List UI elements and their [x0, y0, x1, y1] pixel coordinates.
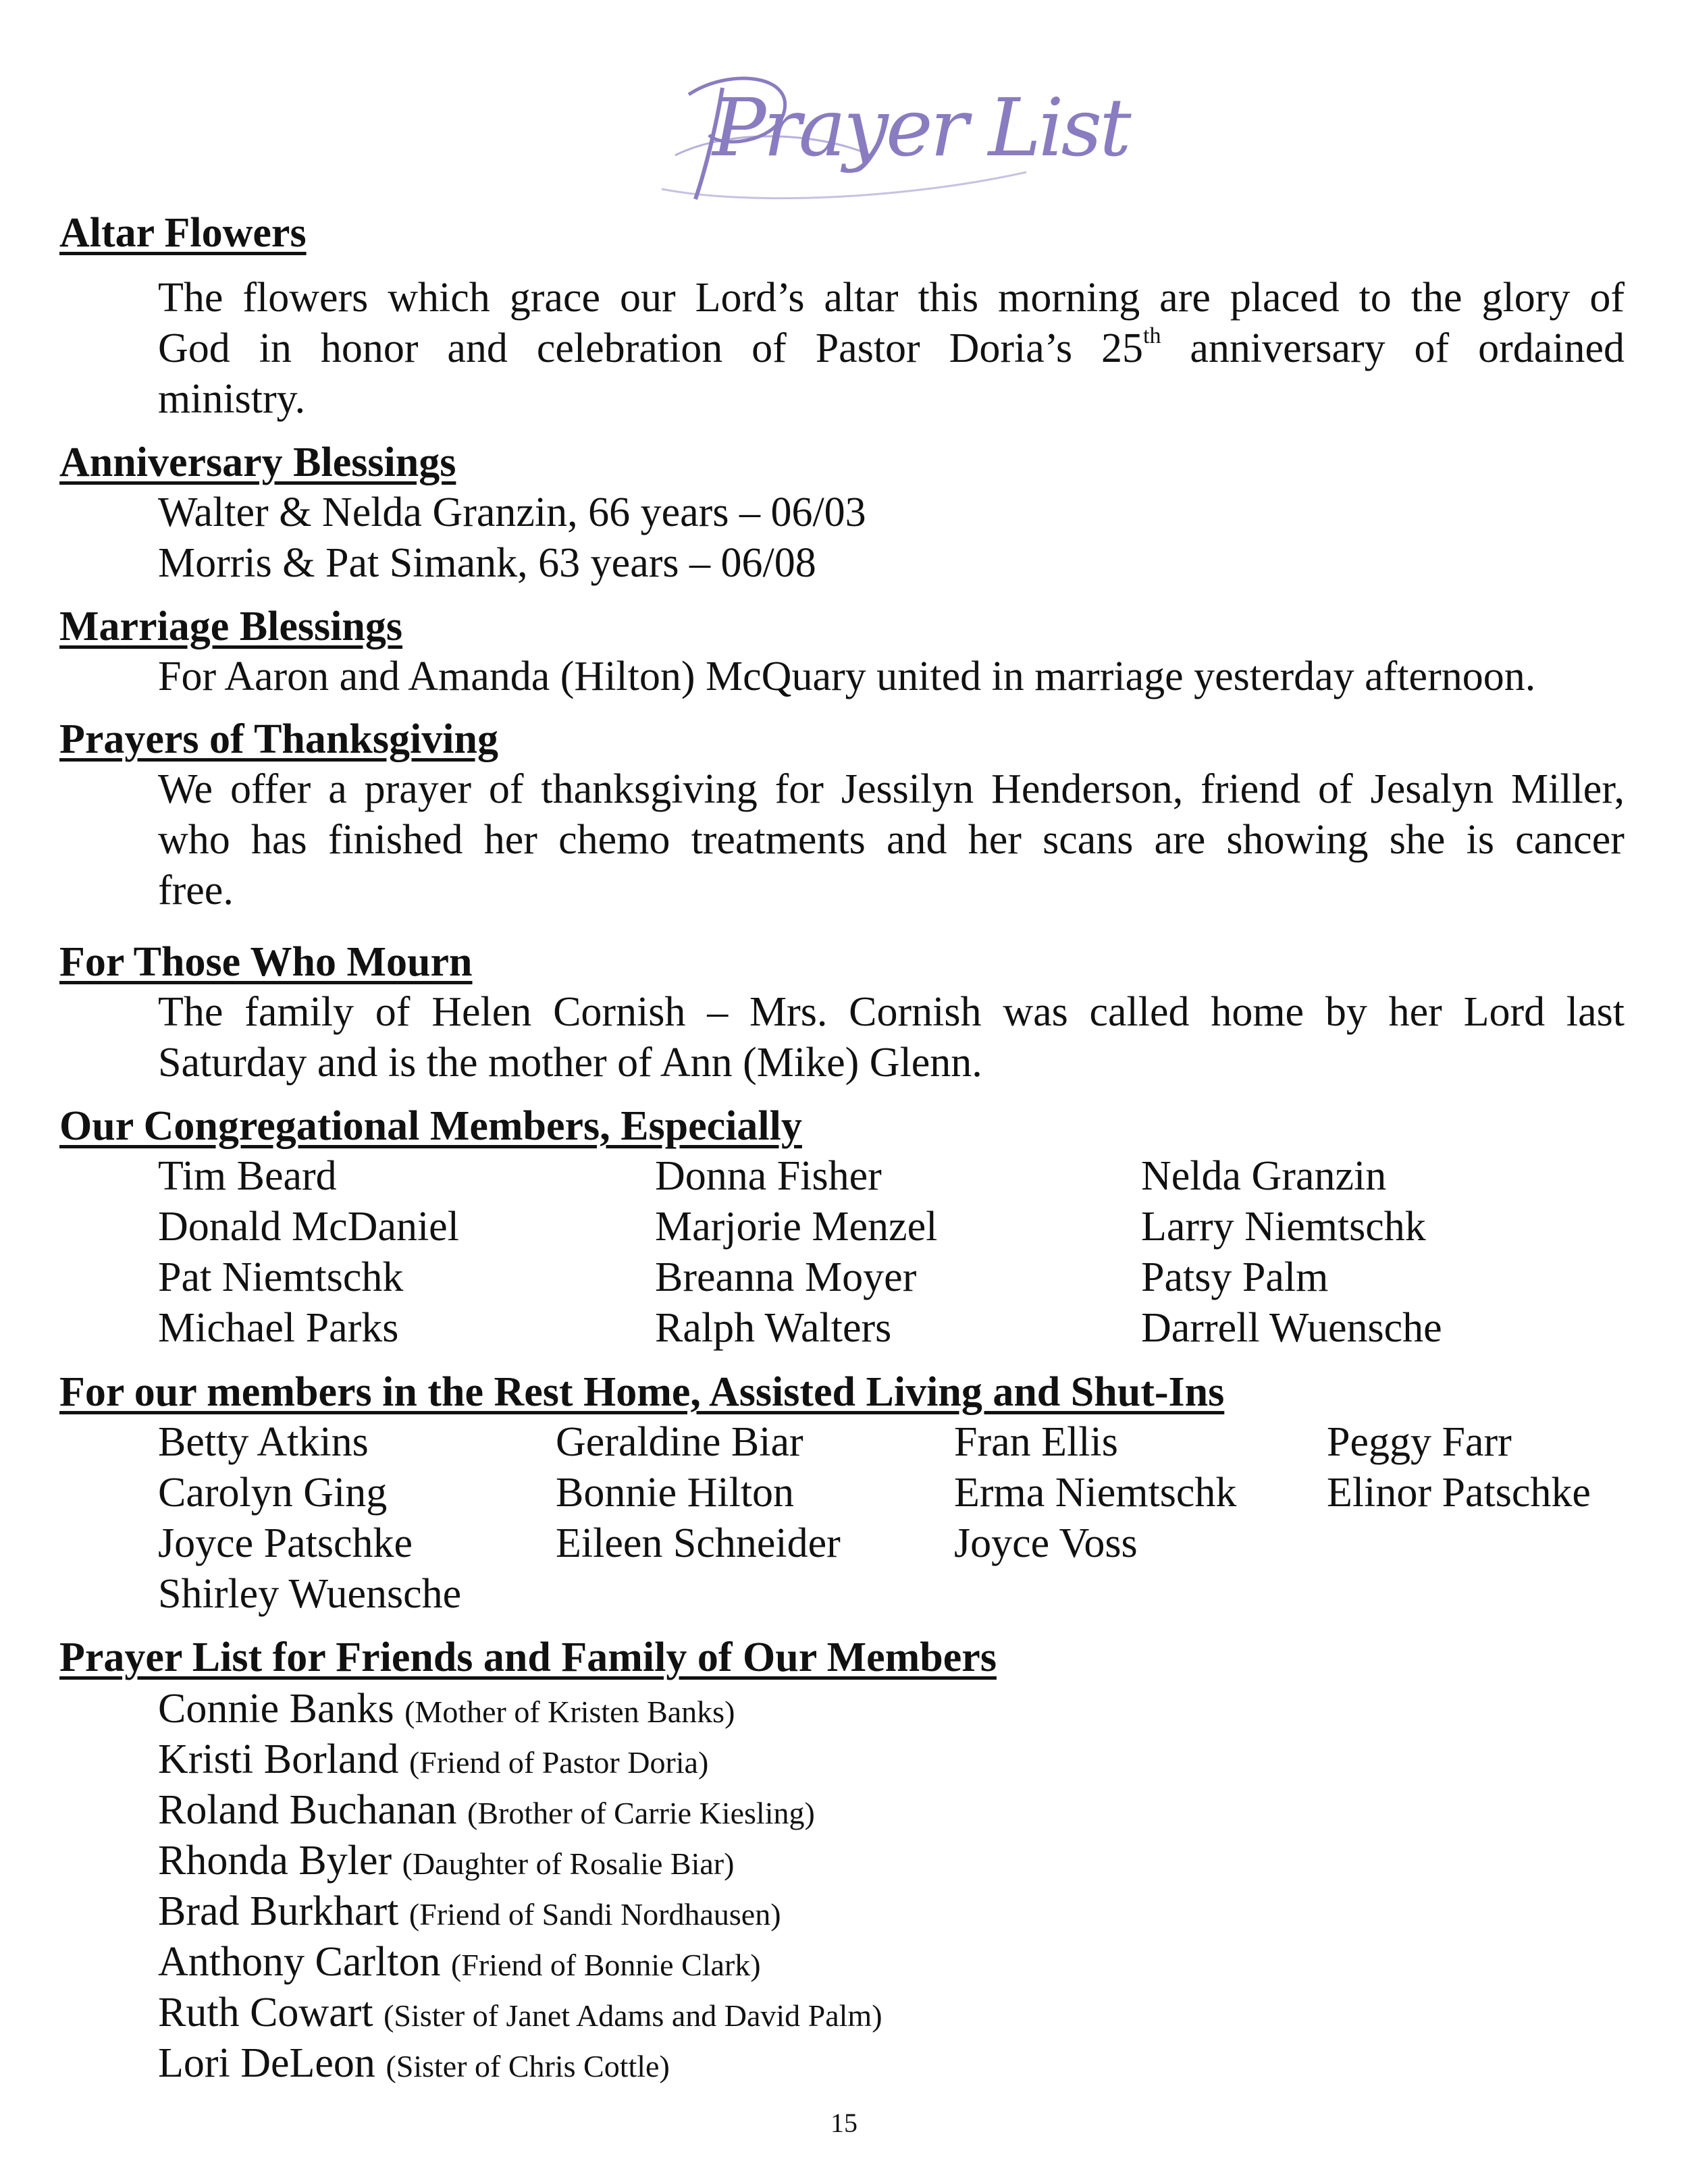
word: in: [259, 325, 292, 371]
ordinal-suffix: th: [1143, 323, 1161, 349]
member-name: Fran Ellis: [954, 1419, 1118, 1465]
friend-name: Lori DeLeon: [158, 2040, 386, 2086]
word: morning: [998, 275, 1140, 321]
heading-marriage-blessings: Marriage Blessings: [59, 604, 402, 649]
friend-name: Brad Burkhart: [158, 1888, 409, 1934]
thanksgiving-line-1: We offer a prayer of thanksgiving for Jessilyn Henderson, friend of Jesalyn Miller,: [158, 766, 1625, 812]
word: Doria’s: [949, 325, 1073, 371]
thanksgiving-text: [158, 764, 1625, 916]
altar-flowers-line-1: [158, 273, 1625, 323]
member-name: Nelda Granzin: [1141, 1153, 1387, 1199]
word: Lord’s: [695, 275, 805, 321]
word: cancer: [1515, 817, 1625, 863]
word: and: [447, 325, 508, 371]
member-name: Joyce Patschke: [158, 1520, 413, 1566]
word: our: [619, 275, 676, 321]
friend-relation: (Friend of Bonnie Clark): [450, 1948, 761, 1982]
word: Pastor: [815, 325, 920, 371]
word: –: [707, 989, 729, 1035]
mourn-line-1: [158, 987, 1625, 1038]
member-name: Pat Niemtschk: [158, 1254, 404, 1300]
word: placed: [1230, 275, 1340, 321]
thanksgiving-line-2: [158, 815, 1625, 865]
word: glory: [1481, 275, 1571, 321]
friend-relation: (Brother of Carrie Kiesling): [467, 1796, 815, 1830]
word: of: [751, 325, 787, 371]
word: the: [1410, 275, 1462, 321]
friend-name: Ruth Cowart: [158, 1990, 384, 2035]
word: of: [375, 989, 411, 1035]
member-name: Joyce Voss: [954, 1520, 1138, 1566]
heading-friends-and-family: Prayer List for Friends and Family of Our Members: [59, 1634, 997, 1680]
member-name: Michael Parks: [158, 1305, 399, 1351]
word: altar: [824, 275, 899, 321]
word: to: [1359, 275, 1392, 321]
word: her: [968, 817, 1022, 863]
member-name: Shirley Wuensche: [158, 1571, 462, 1617]
member-name: Patsy Palm: [1141, 1254, 1329, 1300]
word: celebration: [536, 325, 723, 371]
heading-for-those-who-mourn: For Those Who Mourn: [59, 939, 473, 985]
word: scans: [1043, 817, 1134, 863]
member-name: Bonnie Hilton: [556, 1470, 795, 1516]
member-name: Darrell Wuensche: [1141, 1305, 1442, 1351]
friend-relation: (Daughter of Rosalie Biar): [402, 1846, 735, 1881]
word: showing: [1226, 817, 1369, 863]
word: and: [886, 817, 947, 863]
word: honor: [320, 325, 419, 371]
word: was: [1003, 989, 1068, 1035]
word: of: [1414, 325, 1450, 371]
word: are: [1154, 817, 1206, 863]
heading-anniversary-blessings: Anniversary Blessings: [59, 440, 456, 485]
friend-name: Connie Banks: [158, 1686, 405, 1732]
word: family: [244, 989, 354, 1035]
heading-altar-flowers: Altar Flowers: [59, 210, 307, 256]
member-name: Breanna Moyer: [655, 1254, 917, 1300]
word: The: [158, 989, 223, 1035]
word: her: [483, 817, 537, 863]
heading-prayers-of-thanksgiving: Prayers of Thanksgiving: [59, 716, 498, 762]
friend-relation: (Sister of Janet Adams and David Palm): [384, 1998, 882, 2033]
word: chemo: [558, 817, 670, 863]
friend-name: Kristi Borland: [158, 1736, 409, 1782]
anniversary-item: Walter & Nelda Granzin, 66 years – 06/03: [158, 489, 866, 535]
word: Lord: [1463, 989, 1546, 1035]
altar-flowers-line-2: [158, 323, 1625, 374]
friend-name: Roland Buchanan: [158, 1787, 468, 1833]
word: she: [1389, 817, 1446, 863]
word: are: [1159, 275, 1211, 321]
word: last: [1566, 989, 1625, 1035]
member-name: Donald McDaniel: [158, 1204, 459, 1250]
heading-rest-home-members: For our members in the Rest Home, Assisted Living and Shut-Ins: [59, 1369, 1225, 1415]
page-number: 15: [830, 2108, 858, 2138]
member-name: Betty Atkins: [158, 1419, 369, 1465]
ordinal-number: 25: [1101, 325, 1144, 371]
word: Cornish: [553, 989, 686, 1035]
member-name: Erma Niemtschk: [954, 1470, 1237, 1516]
member-name: Marjorie Menzel: [655, 1204, 938, 1250]
friend-item: [158, 2038, 670, 2099]
word: her: [1388, 989, 1442, 1035]
word: which: [388, 275, 490, 321]
mourn-text: [158, 987, 1625, 1088]
member-name: Larry Niemtschk: [1141, 1204, 1426, 1250]
prayer-list-logo: [648, 54, 1129, 216]
marriage-text: For Aaron and Amanda (Hilton) McQuary united in marriage yesterday afternoon.: [158, 654, 1536, 699]
anniversary-item: Morris & Pat Simank, 63 years – 06/08: [158, 540, 816, 586]
word: Mrs.: [749, 989, 828, 1035]
thanksgiving-line-3: free.: [158, 868, 234, 913]
word: anniversary: [1190, 325, 1386, 371]
friend-relation: (Mother of Kristen Banks): [404, 1695, 735, 1729]
friend-name: Anthony Carlton: [158, 1939, 451, 1985]
word: called: [1089, 989, 1190, 1035]
word: has: [250, 817, 307, 863]
word: of: [1589, 275, 1625, 321]
friend-relation: (Friend of Pastor Doria): [408, 1745, 709, 1780]
word: Helen: [431, 989, 532, 1035]
member-name: Tim Beard: [158, 1153, 337, 1199]
member-name: Eileen Schneider: [556, 1520, 841, 1566]
word: who: [158, 817, 230, 863]
mourn-line-2: Saturday and is the mother of Ann (Mike) Glenn.: [158, 1040, 982, 1086]
member-name: Donna Fisher: [655, 1153, 882, 1199]
word: home: [1211, 989, 1304, 1035]
friend-name: Rhonda Byler: [158, 1838, 402, 1884]
altar-flowers-line-3: ministry.: [158, 376, 306, 422]
word: flowers: [242, 275, 369, 321]
member-name: Carolyn Ging: [158, 1470, 388, 1516]
word: is: [1466, 817, 1494, 863]
friend-relation: (Friend of Sandi Nordhausen): [408, 1897, 781, 1932]
heading-congregational-members: Our Congregational Members, Especially: [59, 1103, 802, 1149]
word: finished: [327, 817, 463, 863]
word: God: [158, 325, 230, 371]
word: ordained: [1478, 325, 1625, 371]
word: grace: [509, 275, 600, 321]
word: by: [1325, 989, 1367, 1035]
member-name: Peggy Farr: [1327, 1419, 1512, 1465]
word: this: [918, 275, 979, 321]
svg-text:Prayer List: Prayer List: [712, 81, 1129, 174]
word: Cornish: [849, 989, 982, 1035]
member-name: Elinor Patschke: [1327, 1470, 1591, 1516]
friend-relation: (Sister of Chris Cottle): [386, 2049, 670, 2083]
word: The: [158, 275, 223, 321]
altar-flowers-text: [158, 273, 1625, 425]
member-name: Ralph Walters: [655, 1305, 892, 1351]
word: treatments: [691, 817, 866, 863]
member-name: Geraldine Biar: [556, 1419, 803, 1465]
anniversary-ordinal: [1101, 323, 1161, 374]
